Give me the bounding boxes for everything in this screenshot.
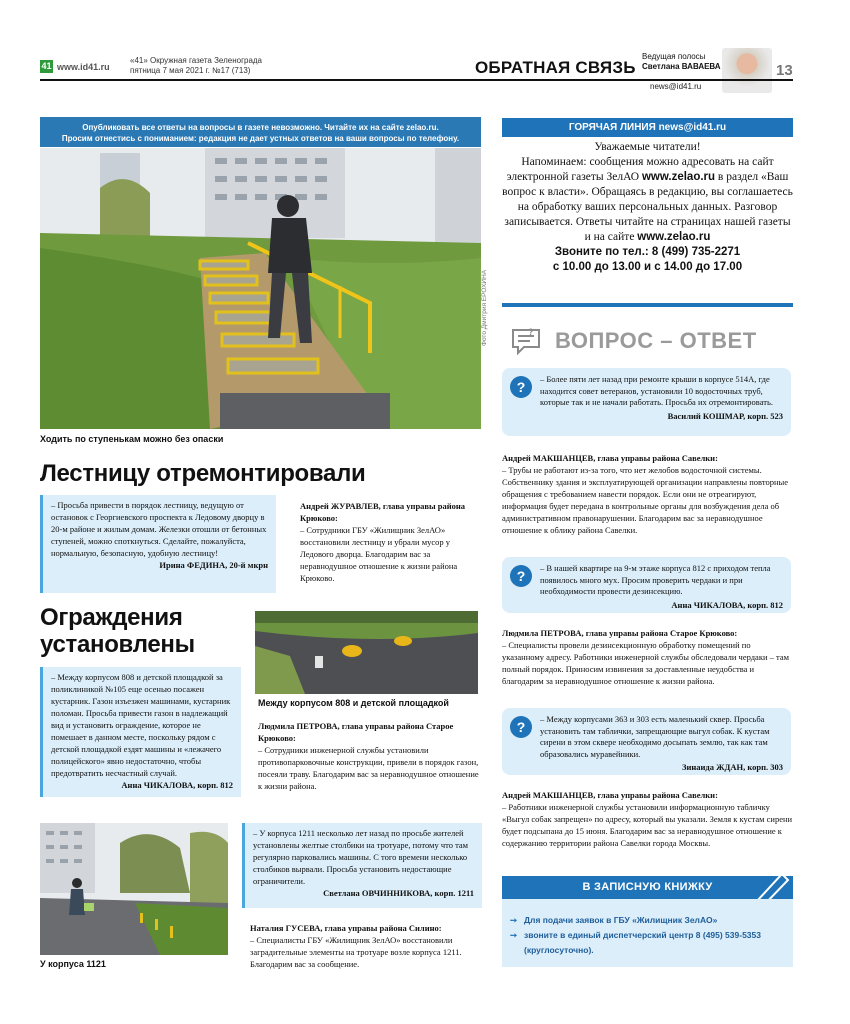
stairs-photo — [40, 148, 481, 429]
newspaper-logo: 41 — [41, 61, 52, 71]
fence-signature: Анна ЧИКАЛОВА, корп. 812 — [121, 780, 233, 790]
qa-answer-1 — [502, 452, 793, 536]
notebook-line-3-text: (круглосуточно). — [524, 945, 594, 955]
arrow-icon: ➙ — [510, 930, 518, 940]
svg-text:?: ? — [528, 327, 534, 337]
editor-portrait — [722, 48, 772, 93]
hotline-site-link-2[interactable]: www.zelao.ru — [637, 231, 711, 243]
qa-answer-text-1: – Трубы не работают из-за того, что нет желобов водосточной системы. Собственнику здания и эксплуатирующей организации направлены повторные обращения с требованием навести порядок. Если они не отреагируют, информация будет передана в контрольные органы для возбуждения дела об административном правонарушении. Благодарим вас за неравнодушное отношение к облику района Савелки. — [502, 465, 788, 535]
notice-line-1: Опубликовать все ответы на вопросы в газете невозможно. Читайте их на сайте zelao.ru. — [82, 123, 439, 132]
stairs-answer-text: – Сотрудники ГБУ «Жилищник ЗелАО» восстановили лестницу и убрали мусор у Ледового дворца. Благодарим вас за неравнодушное отношение к жизни района Крюково. — [300, 525, 458, 583]
qa-question-2: – В нашей квартире на 9-м этаже корпуса 812 с приходом тепла появилось много мух. Просим проверить чердаки и при необходимости провести дезинсекцию. — [540, 563, 771, 596]
editor-email[interactable]: news@id41.ru — [650, 82, 702, 91]
question-mark-icon: ? — [510, 376, 532, 398]
notice-line-2: Просим отнестись с пониманием: редакция не дает устных ответов на ваши вопросы по телефону. — [61, 134, 460, 143]
hotline-text-2: в раздел «Ваш вопрос к власти». Обращаясь в редакцию, вы соглашаетесь на обработку ваших персональных данных. Разговор записывается. Ответы читайте на страницах нашей газеты и на сайте — [502, 171, 793, 243]
posts-signature: Светлана ОВЧИННИКОВА, корп. 1211 — [323, 888, 474, 898]
notebook-line-2-text: звоните в единый диспетчерский центр 8 (495) 539-5353 — [524, 930, 761, 940]
posts-photo-caption: У корпуса 1121 — [40, 959, 106, 969]
page-number: 13 — [776, 62, 793, 79]
posts-answer-author: Наталия ГУСЕВА, глава управы района Силино: — [250, 923, 442, 933]
posts-answer — [250, 922, 480, 970]
qa-answer-author-1: Андрей МАКШАНЦЕВ, глава управы района Савелки: — [502, 453, 718, 463]
qa-signature-2: Анна ЧИКАЛОВА, корп. 812 — [671, 599, 783, 610]
fence-photo — [255, 611, 478, 694]
issue-line-1: «41» Окружная газета Зеленограда — [130, 56, 263, 65]
hotline-site-link[interactable]: www.zelao.ru — [641, 171, 716, 183]
fence-question: – Между корпусом 808 и детской площадкой за поликлиникой №105 еще осенью посажен кустарник. Газон изъезжен машинами, кустарник поломан. Просьба привести газон в надлежащий вид и установить ограждение, которое не помешает в данном месте, поскольку рядом с детской площадкой ездят машины и «лежачего полицейского» явно недостаточно, чтобы предотвратить несчастный случай. — [51, 672, 231, 778]
stairs-photo-caption: Ходить по ступенькам можно без опаски — [40, 434, 224, 444]
question-mark-icon: ? — [510, 565, 532, 587]
question-mark-icon: ? — [510, 716, 532, 738]
header-rule — [40, 79, 793, 81]
issue-line-2: пятница 7 мая 2021 г. №17 (713) — [130, 66, 251, 75]
notice-banner — [40, 117, 481, 147]
stairs-headline: Лестницу отремонтировали — [40, 460, 366, 487]
rubric-title: ОБРАТНАЯ СВЯЗЬ — [475, 58, 636, 77]
stairs-answer-author: Андрей ЖУРАВЛЕВ, глава управы района Крюково: — [300, 501, 466, 523]
editor-label: Ведущая полосы — [642, 52, 706, 61]
stairs-signature: Ирина ФЕДИНА, 20-й мкрн — [159, 560, 268, 570]
arrow-icon: ➙ — [510, 915, 518, 925]
hotline-greeting: Уважаемые читатели! — [594, 141, 701, 153]
notebook-header: В ЗАПИСНУЮ КНИЖКУ — [502, 876, 793, 899]
posts-photo — [40, 823, 228, 955]
qa-signature-3: Зинаида ЖДАН, корп. 303 — [681, 762, 783, 772]
notebook-line-1 — [510, 913, 785, 928]
hotline-hours: с 10.00 до 13.00 и с 14.00 до 17.00 — [552, 261, 743, 273]
posts-answer-text: – Специалисты ГБУ «Жилищник ЗелАО» восстановили заградительные элементы на тротуаре возле корпуса 1211. Благодарим вас за сообщение. — [250, 935, 462, 969]
stairs-answer — [300, 500, 480, 584]
fence-question-box — [40, 667, 241, 797]
qa-question-box-2 — [502, 557, 791, 613]
qa-answer-author-3: Андрей МАКШАНЦЕВ, глава управы района Савелки: — [502, 790, 718, 800]
hotline-text-1: Напоминаем: сообщения можно адресовать на сайт электронной газеты ЗелАО — [506, 156, 774, 183]
qa-answer-text-2: – Специалисты провели дезинсекционную обработку помещений по указанному адресу. Работники инженерной службы обследовали чердаки – там полный порядок. Приносим извинения за доставленные неудобства и благодарим за неравнодушное отношение к жизни района. — [502, 640, 789, 686]
speech-bubble-icon — [510, 327, 542, 355]
qa-answer-text-3: – Работники инженерной службы установили информационную табличку «Выгул собак запрещен» по адресу, который вы указали. Земля к кустам сирени будет подсыпана до 15 июня. Благодарим вас за неравнодушное отношение к содержанию территории района Савелки города Москвы. — [502, 802, 793, 848]
issue-info — [130, 56, 262, 76]
site-link[interactable]: www.id41.ru — [57, 62, 110, 72]
qa-signature-1: Василий КОШМАР, корп. 523 — [667, 410, 783, 421]
fence-headline: Ограждения установлены — [40, 604, 195, 658]
notebook-line-3 — [524, 943, 785, 958]
hotline-body — [502, 140, 793, 275]
posts-question: – У корпуса 1211 несколько лет назад по просьбе жителей установлены желтые столбики на тротуаре, потому что там регулярно парковались машины. С того времени несколько столбиков вырвали. Просьба установить недостающие ограничители. — [253, 828, 469, 886]
fence-answer — [258, 720, 480, 792]
fence-answer-text: – Сотрудники инженерной службы установили противопарковочные конструкции, привели в порядок газон, посеяли траву. Благодарим вас за неравнодушное отношение к жизни района. — [258, 745, 479, 791]
qa-answer-author-2: Людмила ПЕТРОВА, глава управы района Старое Крюково: — [502, 628, 738, 638]
hotline-text — [502, 155, 793, 245]
qa-answer-3 — [502, 789, 793, 849]
hotline-header: ГОРЯЧАЯ ЛИНИЯ news@id41.ru — [502, 118, 793, 137]
fence-answer-author: Людмила ПЕТРОВА, глава управы района Старое Крюково: — [258, 721, 454, 743]
qa-question-box-1 — [502, 368, 791, 436]
fence-photo-caption: Между корпусом 808 и детской площадкой — [258, 698, 449, 708]
stairs-question-box — [40, 495, 276, 593]
qa-section-title: ВОПРОС – ОТВЕТ — [555, 328, 757, 353]
qa-answer-2 — [502, 627, 793, 687]
posts-question-box — [242, 823, 482, 908]
hotline-rule — [502, 303, 793, 307]
page-editor — [642, 52, 721, 72]
qa-question-3: – Между корпусами 363 и 303 есть маленький сквер. Просьба установить там таблички, запрещающие выгул собак. К кустам сирени в этом сквере необходимо досыпать землю, так как там образовались муравейники. — [540, 714, 770, 759]
notebook-line-2 — [510, 928, 785, 943]
notebook-body — [502, 899, 793, 967]
editor-name: Светлана ВАВАЕВА — [642, 62, 721, 71]
photo-credit: Фото Дмитрия ЕРОХИНА — [481, 269, 488, 346]
stairs-question: – Просьба привести в порядок лестницу, ведущую от остановок с Георгиевского проспекта к Ледовому дворцу в 20-м районе и жилым домам. Железки отошли от бетонных ступеней, можно споткнуться. Сделайте, пожалуйста, нормальную, безопасную, удобную лестницу! — [51, 500, 267, 558]
hotline-phone: Звоните по тел.: 8 (499) 735-2271 — [554, 246, 741, 258]
qa-question-1: – Более пяти лет назад при ремонте крыши в корпусе 514А, где находится совет ветеранов, установили 10 водосточных труб, которые так и не начали работать. Просьба их отремонтировать. — [540, 374, 773, 407]
notebook-line-1-text: Для подачи заявок в ГБУ «Жилищник ЗелАО» — [524, 915, 718, 925]
qa-question-box-3 — [502, 708, 791, 775]
